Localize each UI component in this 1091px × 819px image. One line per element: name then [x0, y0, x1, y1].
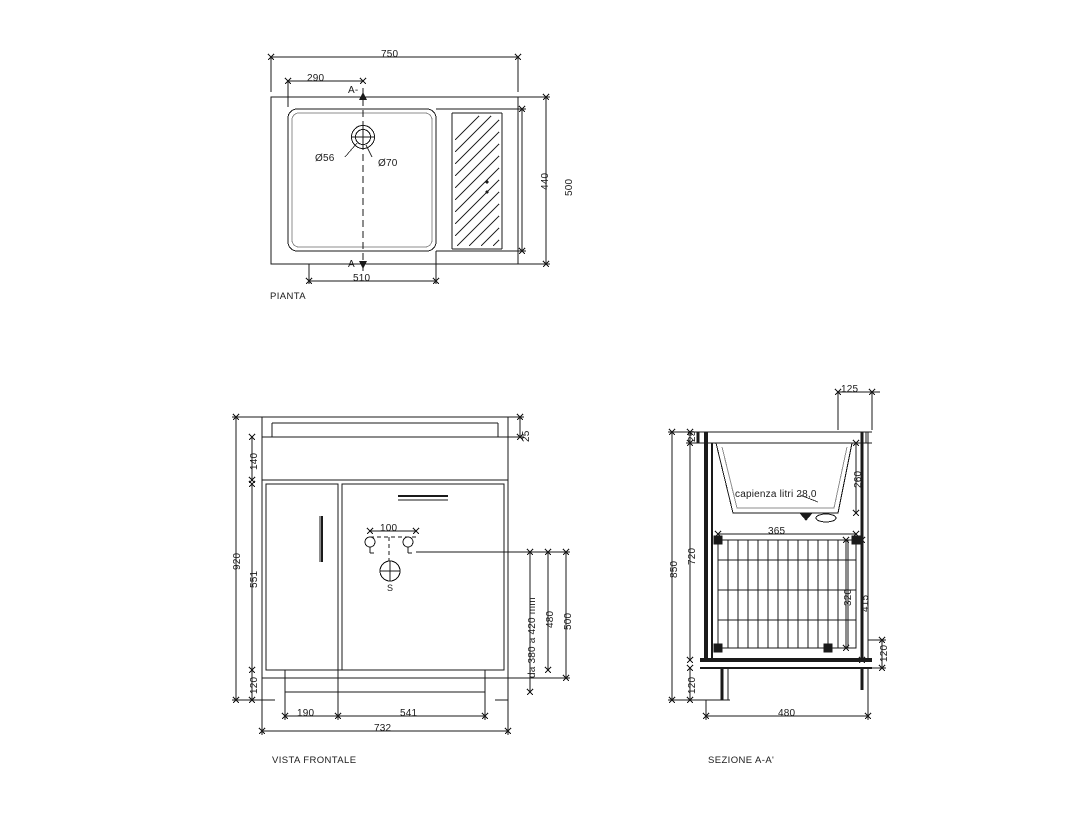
front-dim-120: 120	[249, 676, 260, 694]
plan-dim-290: 290	[307, 73, 325, 84]
front-dim-adjust: da 380 a 420 mm	[527, 597, 538, 678]
plan-outline	[271, 97, 518, 264]
section-dimensions	[668, 389, 886, 720]
section-dim-365: 365	[768, 526, 786, 537]
front-dim-480: 480	[545, 610, 556, 628]
front-dim-551: 551	[249, 570, 260, 588]
front-dimensions	[232, 414, 570, 735]
front-dim-732: 732	[374, 723, 392, 734]
plan-hole-70: Ø70	[378, 158, 398, 169]
front-dim-920: 920	[232, 552, 243, 570]
section-dim-260: 260	[853, 470, 864, 488]
plan-section-mark-top: A-	[348, 85, 359, 96]
front-dim-140: 140	[249, 452, 260, 470]
section-dim-125: 125	[841, 384, 859, 395]
caption-pianta: PIANTA	[270, 291, 307, 302]
section-dim-480: 480	[778, 708, 796, 719]
front-dim-500: 500	[563, 612, 574, 630]
section-dim-415: 415	[860, 594, 871, 612]
front-dim-25: 25	[521, 430, 532, 442]
front-dim-541: 541	[400, 708, 418, 719]
caption-sezione: SEZIONE A-A'	[708, 755, 775, 766]
plan-dim-750: 750	[381, 49, 399, 60]
plan-dim-510: 510	[353, 273, 371, 284]
plan-dim-500: 500	[564, 178, 575, 196]
section-dim-720: 720	[687, 547, 698, 565]
front-dim-100: 100	[380, 523, 398, 534]
plan-hole-56: Ø56	[315, 153, 335, 164]
front-outline	[262, 417, 508, 702]
plan-drainer	[452, 113, 502, 249]
front-dim-190: 190	[297, 708, 315, 719]
section-dim-850: 850	[669, 560, 680, 578]
section-capacity-note: capienza litri 28,0	[735, 489, 817, 500]
section-dim-120-left: 120	[687, 676, 698, 694]
section-dim-25: 25	[687, 430, 698, 442]
caption-vista-frontale: VISTA FRONTALE	[272, 755, 357, 766]
section-dim-320: 320	[843, 588, 854, 606]
plan-bowl	[288, 109, 436, 251]
front-spout-mark: S	[387, 583, 394, 593]
front-tap	[365, 537, 416, 581]
plan-dimensions	[268, 54, 550, 284]
plan-dim-440: 440	[540, 172, 551, 190]
plan-section-mark-bottom: A-	[348, 259, 359, 270]
section-dim-120-right: 120	[879, 644, 890, 662]
